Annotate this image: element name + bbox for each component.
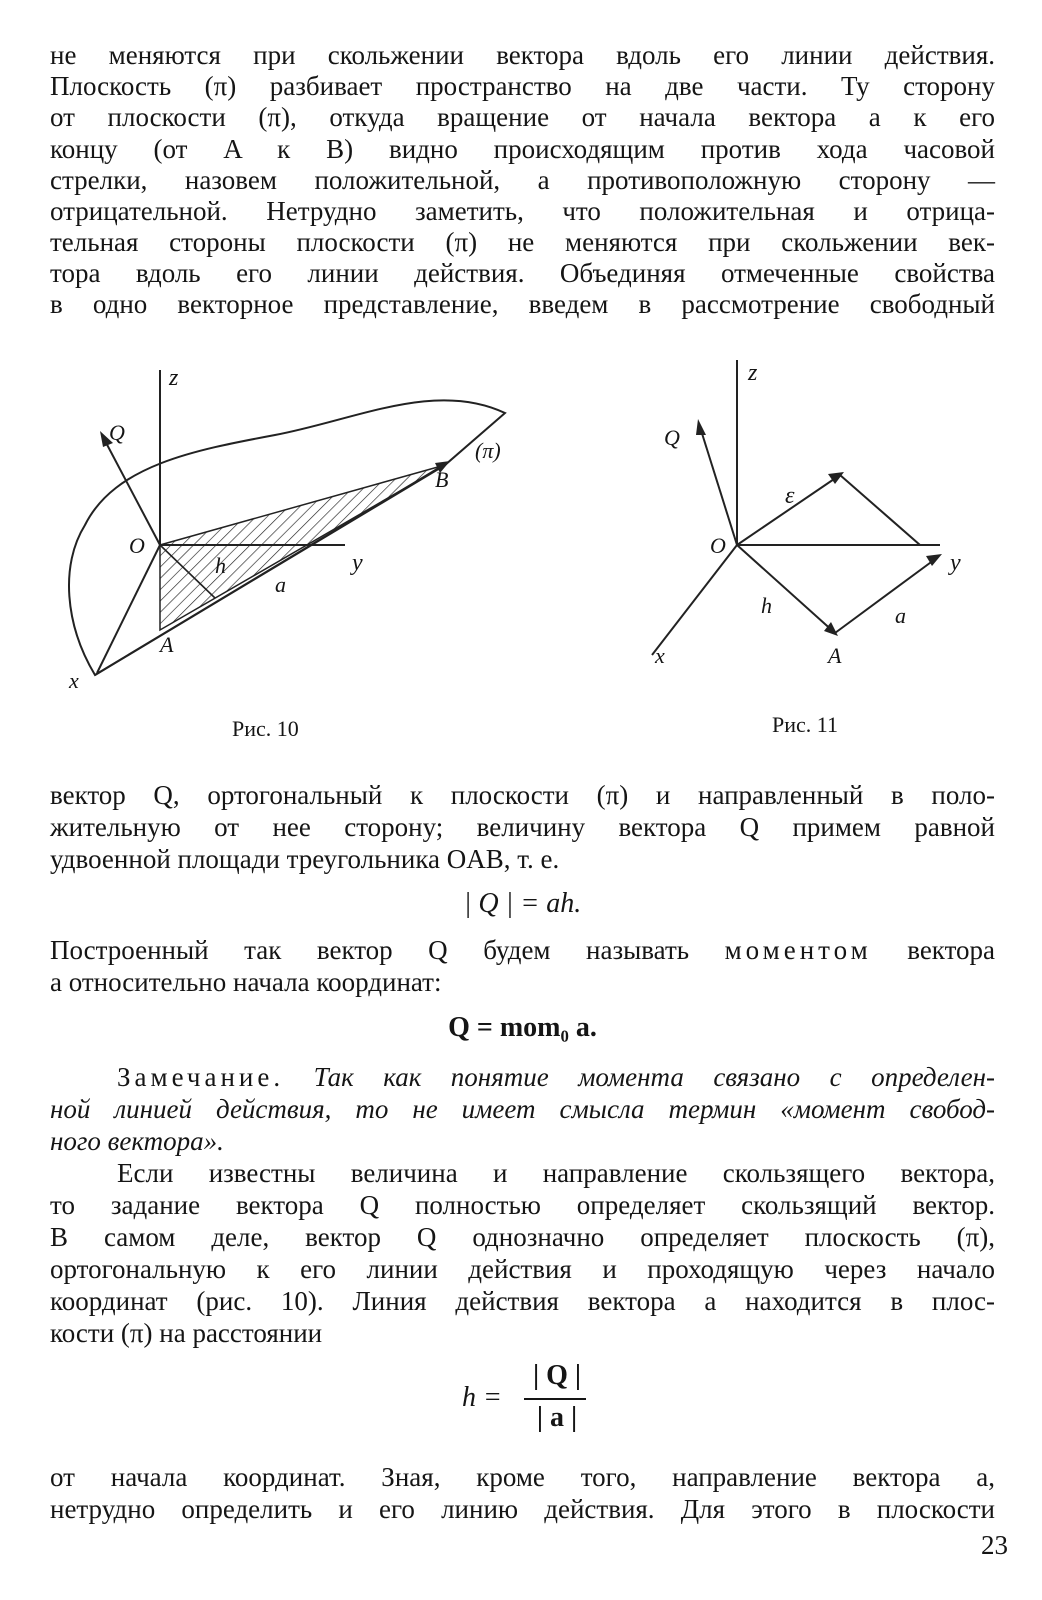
q-vector [700, 427, 737, 545]
text-line: в одно векторное представление, введем в рассмотрение свободный [50, 289, 995, 319]
q-arrowhead [696, 419, 706, 435]
x-axis [652, 545, 737, 655]
term-moment: моментом [724, 935, 872, 965]
fraction-bar [524, 1398, 586, 1400]
text-line: то задание вектора Q полностью определяет скользящий вектор. [50, 1190, 995, 1220]
a-point-label: A [828, 643, 842, 668]
q-label: Q [664, 425, 680, 450]
text-line: не меняются при скольжении вектора вдоль его линии действия. [50, 40, 995, 70]
remark-line: ной линией действия, то не имеет смысла термин «момент свобод- [50, 1094, 995, 1124]
remark-label: Замечание. [117, 1062, 285, 1092]
h-vector [737, 545, 835, 633]
text-line: а относительно начала координат: [50, 967, 442, 997]
h-label: h [761, 593, 772, 618]
z-label: z [169, 365, 179, 391]
formula-h-lhs: h = [462, 1382, 502, 1413]
y-label: y [950, 550, 961, 576]
q-label: Q [109, 420, 125, 445]
text-line: концу (от A к B) видно происходящим против хода часовой [50, 134, 995, 164]
b-label: B [435, 467, 449, 492]
x-label: x [655, 643, 665, 668]
figure-11 [630, 355, 990, 675]
text-line: тельная стороны плоскости (π) не меняются при скольжении век- [50, 227, 995, 257]
formula-h [462, 1360, 602, 1450]
figure-10-caption: Рис. 10 [232, 716, 299, 741]
text-line: кости (π) на расстоянии [50, 1318, 323, 1348]
text-line: от начала координат. Зная, кроме того, направление вектора а, [50, 1462, 995, 1492]
figure-11-caption: Рис. 11 [772, 712, 838, 737]
text-line: Плоскость (π) разбивает пространство на две части. Ту сторону [50, 71, 995, 101]
pi-label: (π) [475, 438, 501, 463]
text-line: координат (рис. 10). Линия действия вектора а находится в плос- [50, 1286, 995, 1316]
text-line: удвоенной площади треугольника OAB, т. е. [50, 844, 560, 874]
z-label: z [748, 360, 758, 386]
epsilon-label: ε [785, 483, 795, 509]
a-label: a [275, 572, 286, 597]
h-label: h [215, 553, 226, 578]
text-line: от плоскости (π), откуда вращение от начала вектора а к его [50, 102, 995, 132]
text-line: отрицательной. Нетрудно заметить, что положительная и отрица- [50, 196, 995, 226]
remark-line [117, 1062, 995, 1092]
text-fragment: вектора [907, 935, 995, 965]
o-label: O [129, 533, 145, 558]
x-label: x [69, 668, 79, 693]
a-label: a [895, 603, 906, 628]
text-line: нетрудно определить и его линию действия. Для этого в плоскости [50, 1494, 995, 1524]
text-line: Если известны величина и направление скользящего вектора, [117, 1158, 995, 1188]
text-line: жительную от нее сторону; величину вектора Q примем равной [50, 812, 995, 842]
figure-10 [55, 355, 535, 700]
formula-h-numerator: | Q | [532, 1360, 582, 1391]
remark-line: ного вектора». [50, 1126, 224, 1156]
o-label: O [710, 533, 726, 558]
text-line: тора вдоль его линии действия. Объединяя отмеченные свойства [50, 258, 995, 288]
formula-q-abs: | Q | = ah. [463, 888, 582, 919]
remark-text: Так как понятие момента связано с определен- [313, 1062, 996, 1092]
text-line-moment [50, 935, 995, 965]
y-label: y [352, 550, 363, 576]
formula-h-denominator: | a | [536, 1402, 578, 1433]
parallelogram-edge [840, 475, 920, 545]
text-line: В самом деле, вектор Q однозначно определяет плоскость (π), [50, 1222, 995, 1252]
text-line: стрелки, назовем положительной, а противоположную сторону — [50, 165, 995, 195]
text-fragment: Построенный так вектор Q будем называть [50, 935, 690, 965]
page-number: 23 [981, 1530, 1008, 1560]
text-line: ортогональную к его линии действия и проходящую через начало [50, 1254, 995, 1284]
a-point-label: A [160, 632, 174, 657]
vector-a [835, 557, 938, 633]
formula-mom: Q = mom₀ a. [448, 1012, 597, 1043]
text-line: вектор Q, ортогональный к плоскости (π) и направленный в поло- [50, 780, 995, 810]
